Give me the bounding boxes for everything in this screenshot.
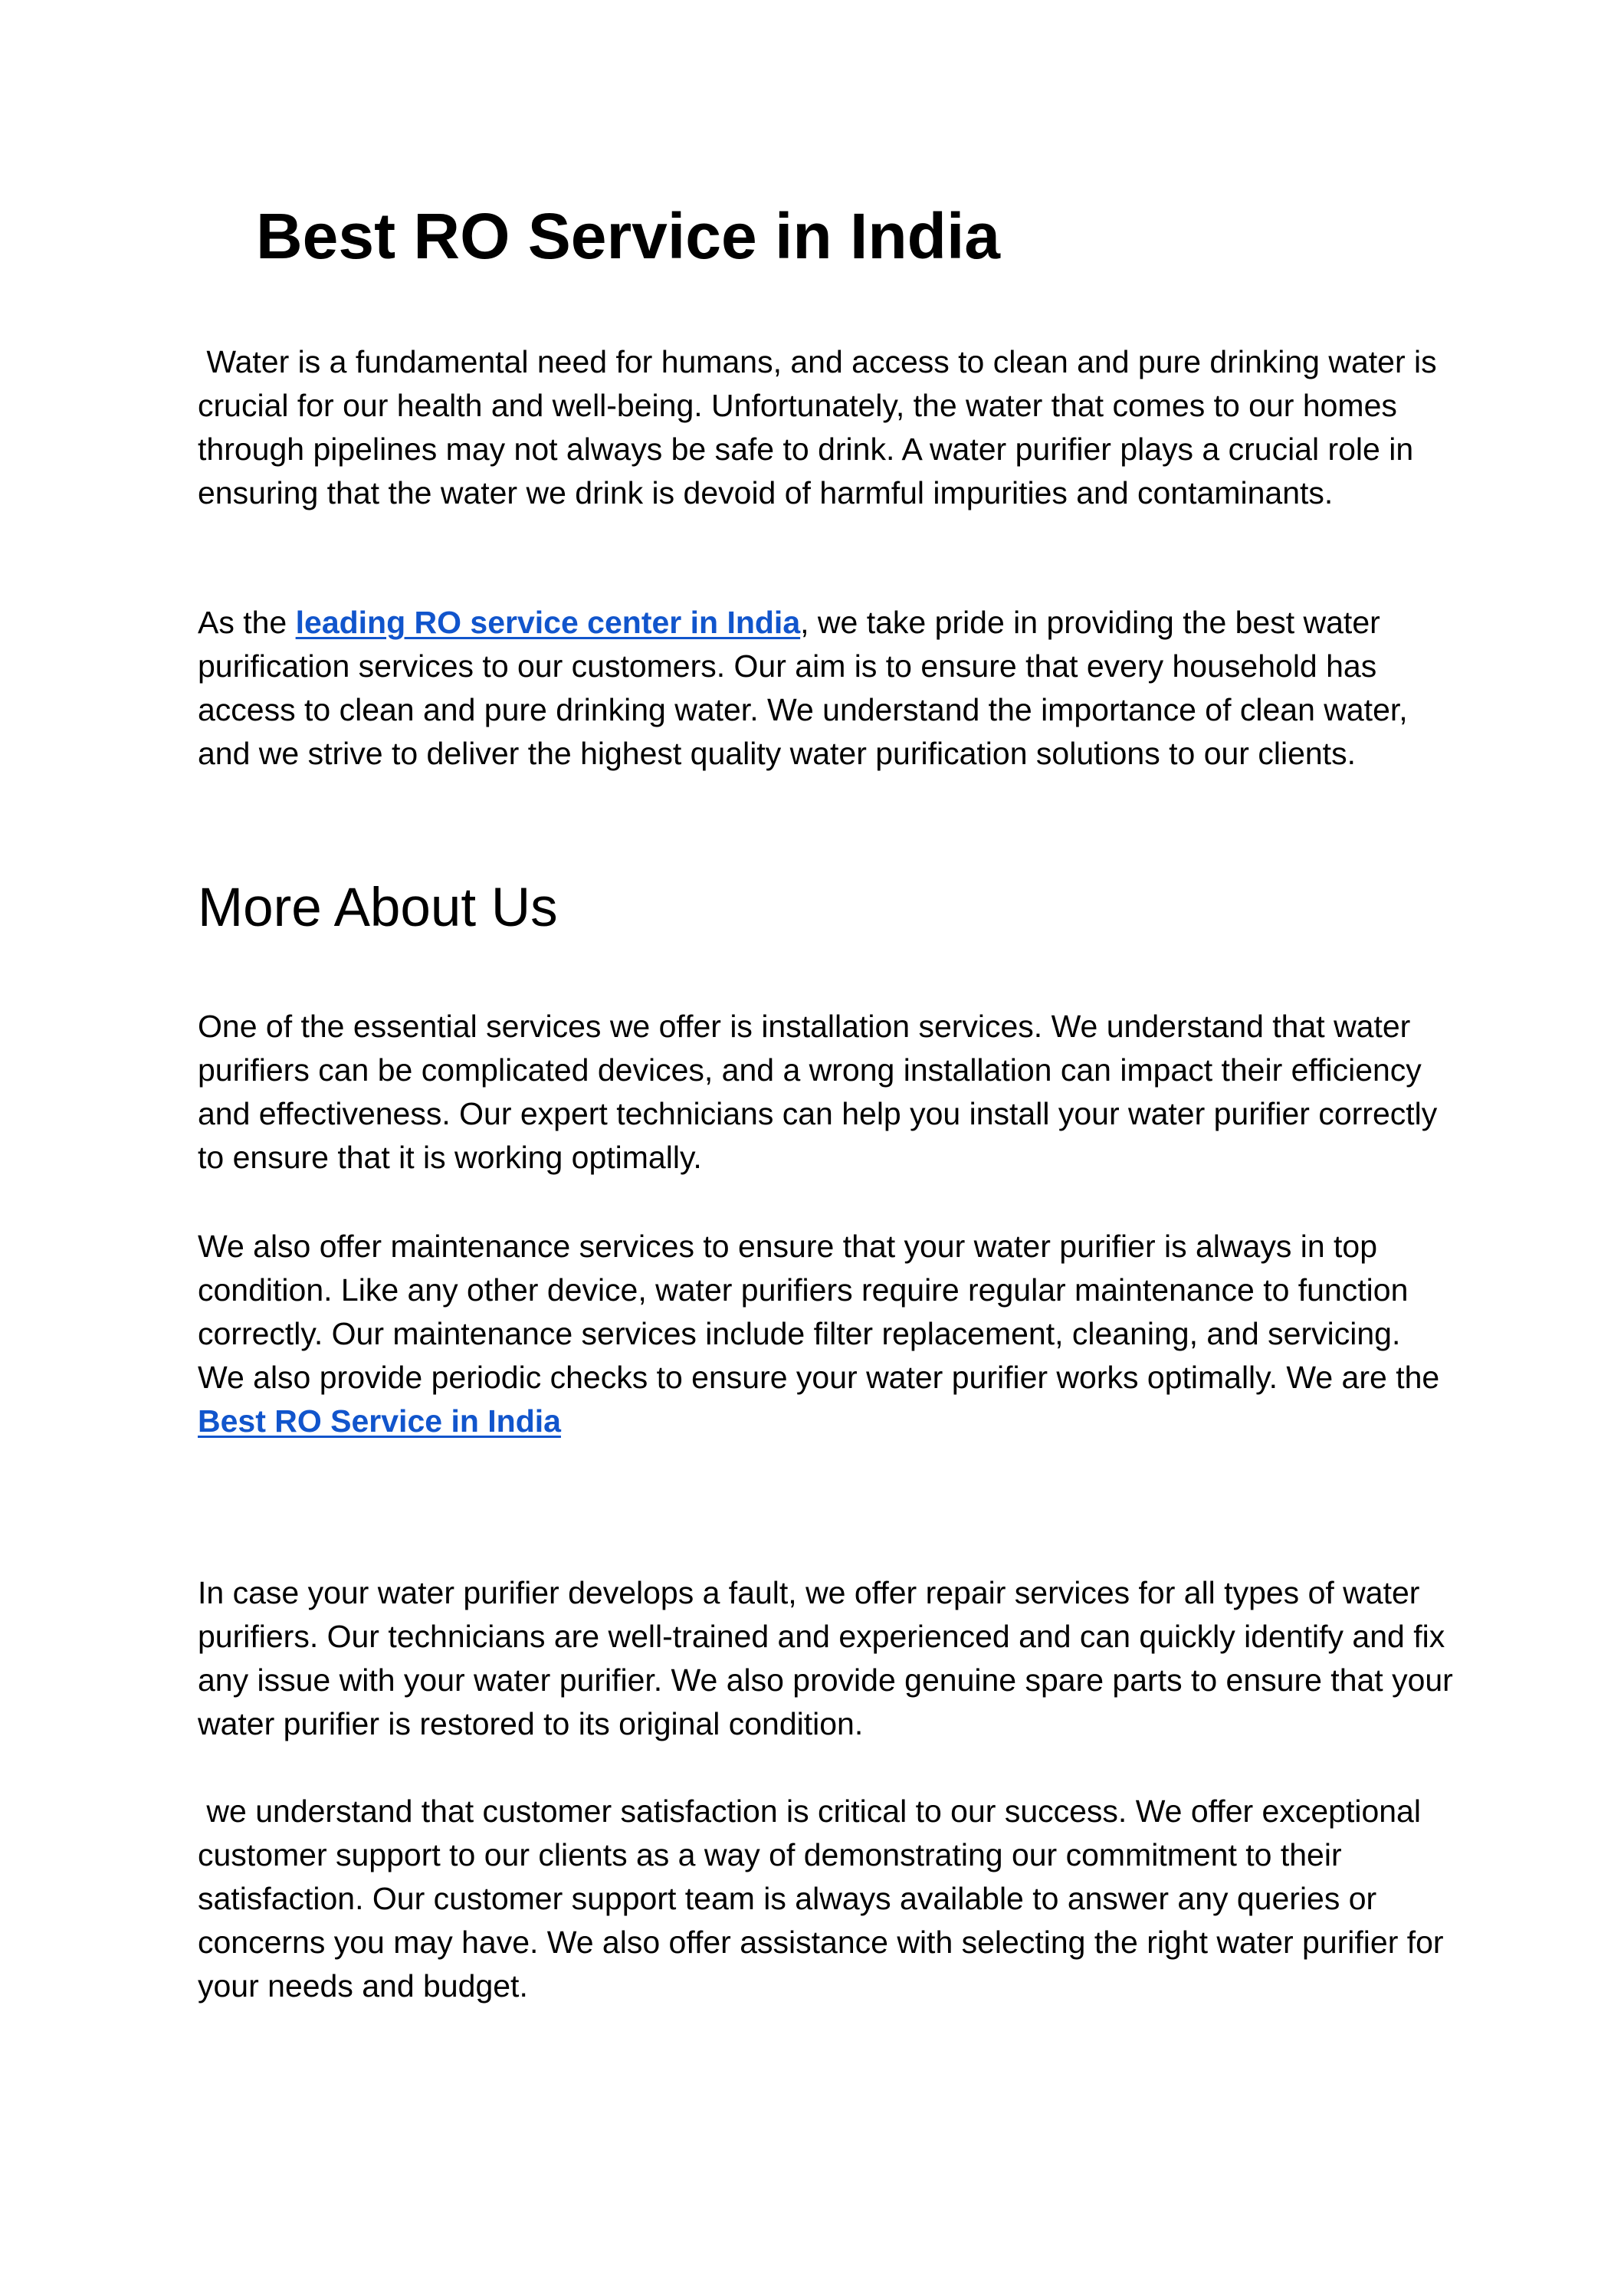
- section-heading: More About Us: [198, 878, 558, 938]
- paragraph-text: , we take pride in providing the best water purification services to our customers. Our aim is to ensure that every household has access to clean and pure drinking water. We understand the importance of clean water, and we strive to deliver the highest quality water purification solutions to our clients.: [198, 605, 1408, 771]
- paragraph-text: As the: [198, 605, 296, 640]
- maintenance-paragraph: [198, 1225, 1455, 1443]
- page-title: Best RO Service in India: [256, 200, 1001, 272]
- paragraph-text: We also offer maintenance services to ensure that your water purifier is always in top condition. Like any other device, water purifiers require regular maintenance to function correctly. Our maintenance services include filter replacement, cleaning, and servicing. We also provide periodic checks to ensure your water purifier works optimally. We are the: [198, 1229, 1448, 1395]
- installation-paragraph: One of the essential services we offer is installation services. We understand that water purifiers can be complicated devices, and a wrong installation can impact their efficiency and effectiveness. Our expert technicians can help you install your water purifier correctly to ensure that it is working optimally.: [198, 1009, 1438, 1175]
- best-ro-service-link[interactable]: Best RO Service in India: [198, 1403, 561, 1439]
- service-center-paragraph: [198, 601, 1455, 776]
- repair-paragraph: In case your water purifier develops a fault, we offer repair services for all types of water purifiers. Our technicians are well-trained and experienced and can quickly identify and fix any issue with your water purifier. We also provide genuine spare parts to ensure that your water purifier is restored to its original condition.: [198, 1575, 1453, 1741]
- leading-ro-service-link[interactable]: leading RO service center in India: [295, 605, 801, 640]
- customer-support-paragraph: we understand that customer satisfaction is critical to our success. We offer exceptional customer support to our clients as a way of demonstrating our commitment to their satisfaction. Our customer support team is always available to answer any queries or concerns you may have. We also offer assistance with selecting the right water purifier for your needs and budget.: [198, 1794, 1452, 2004]
- intro-paragraph: Water is a fundamental need for humans, and access to clean and pure drinking water is crucial for our health and well-being. Unfortunately, the water that comes to our homes through pipelines may not always be safe to drink. A water purifier plays a crucial role in ensuring that the water we drink is devoid of harmful impurities and contaminants.: [198, 344, 1446, 510]
